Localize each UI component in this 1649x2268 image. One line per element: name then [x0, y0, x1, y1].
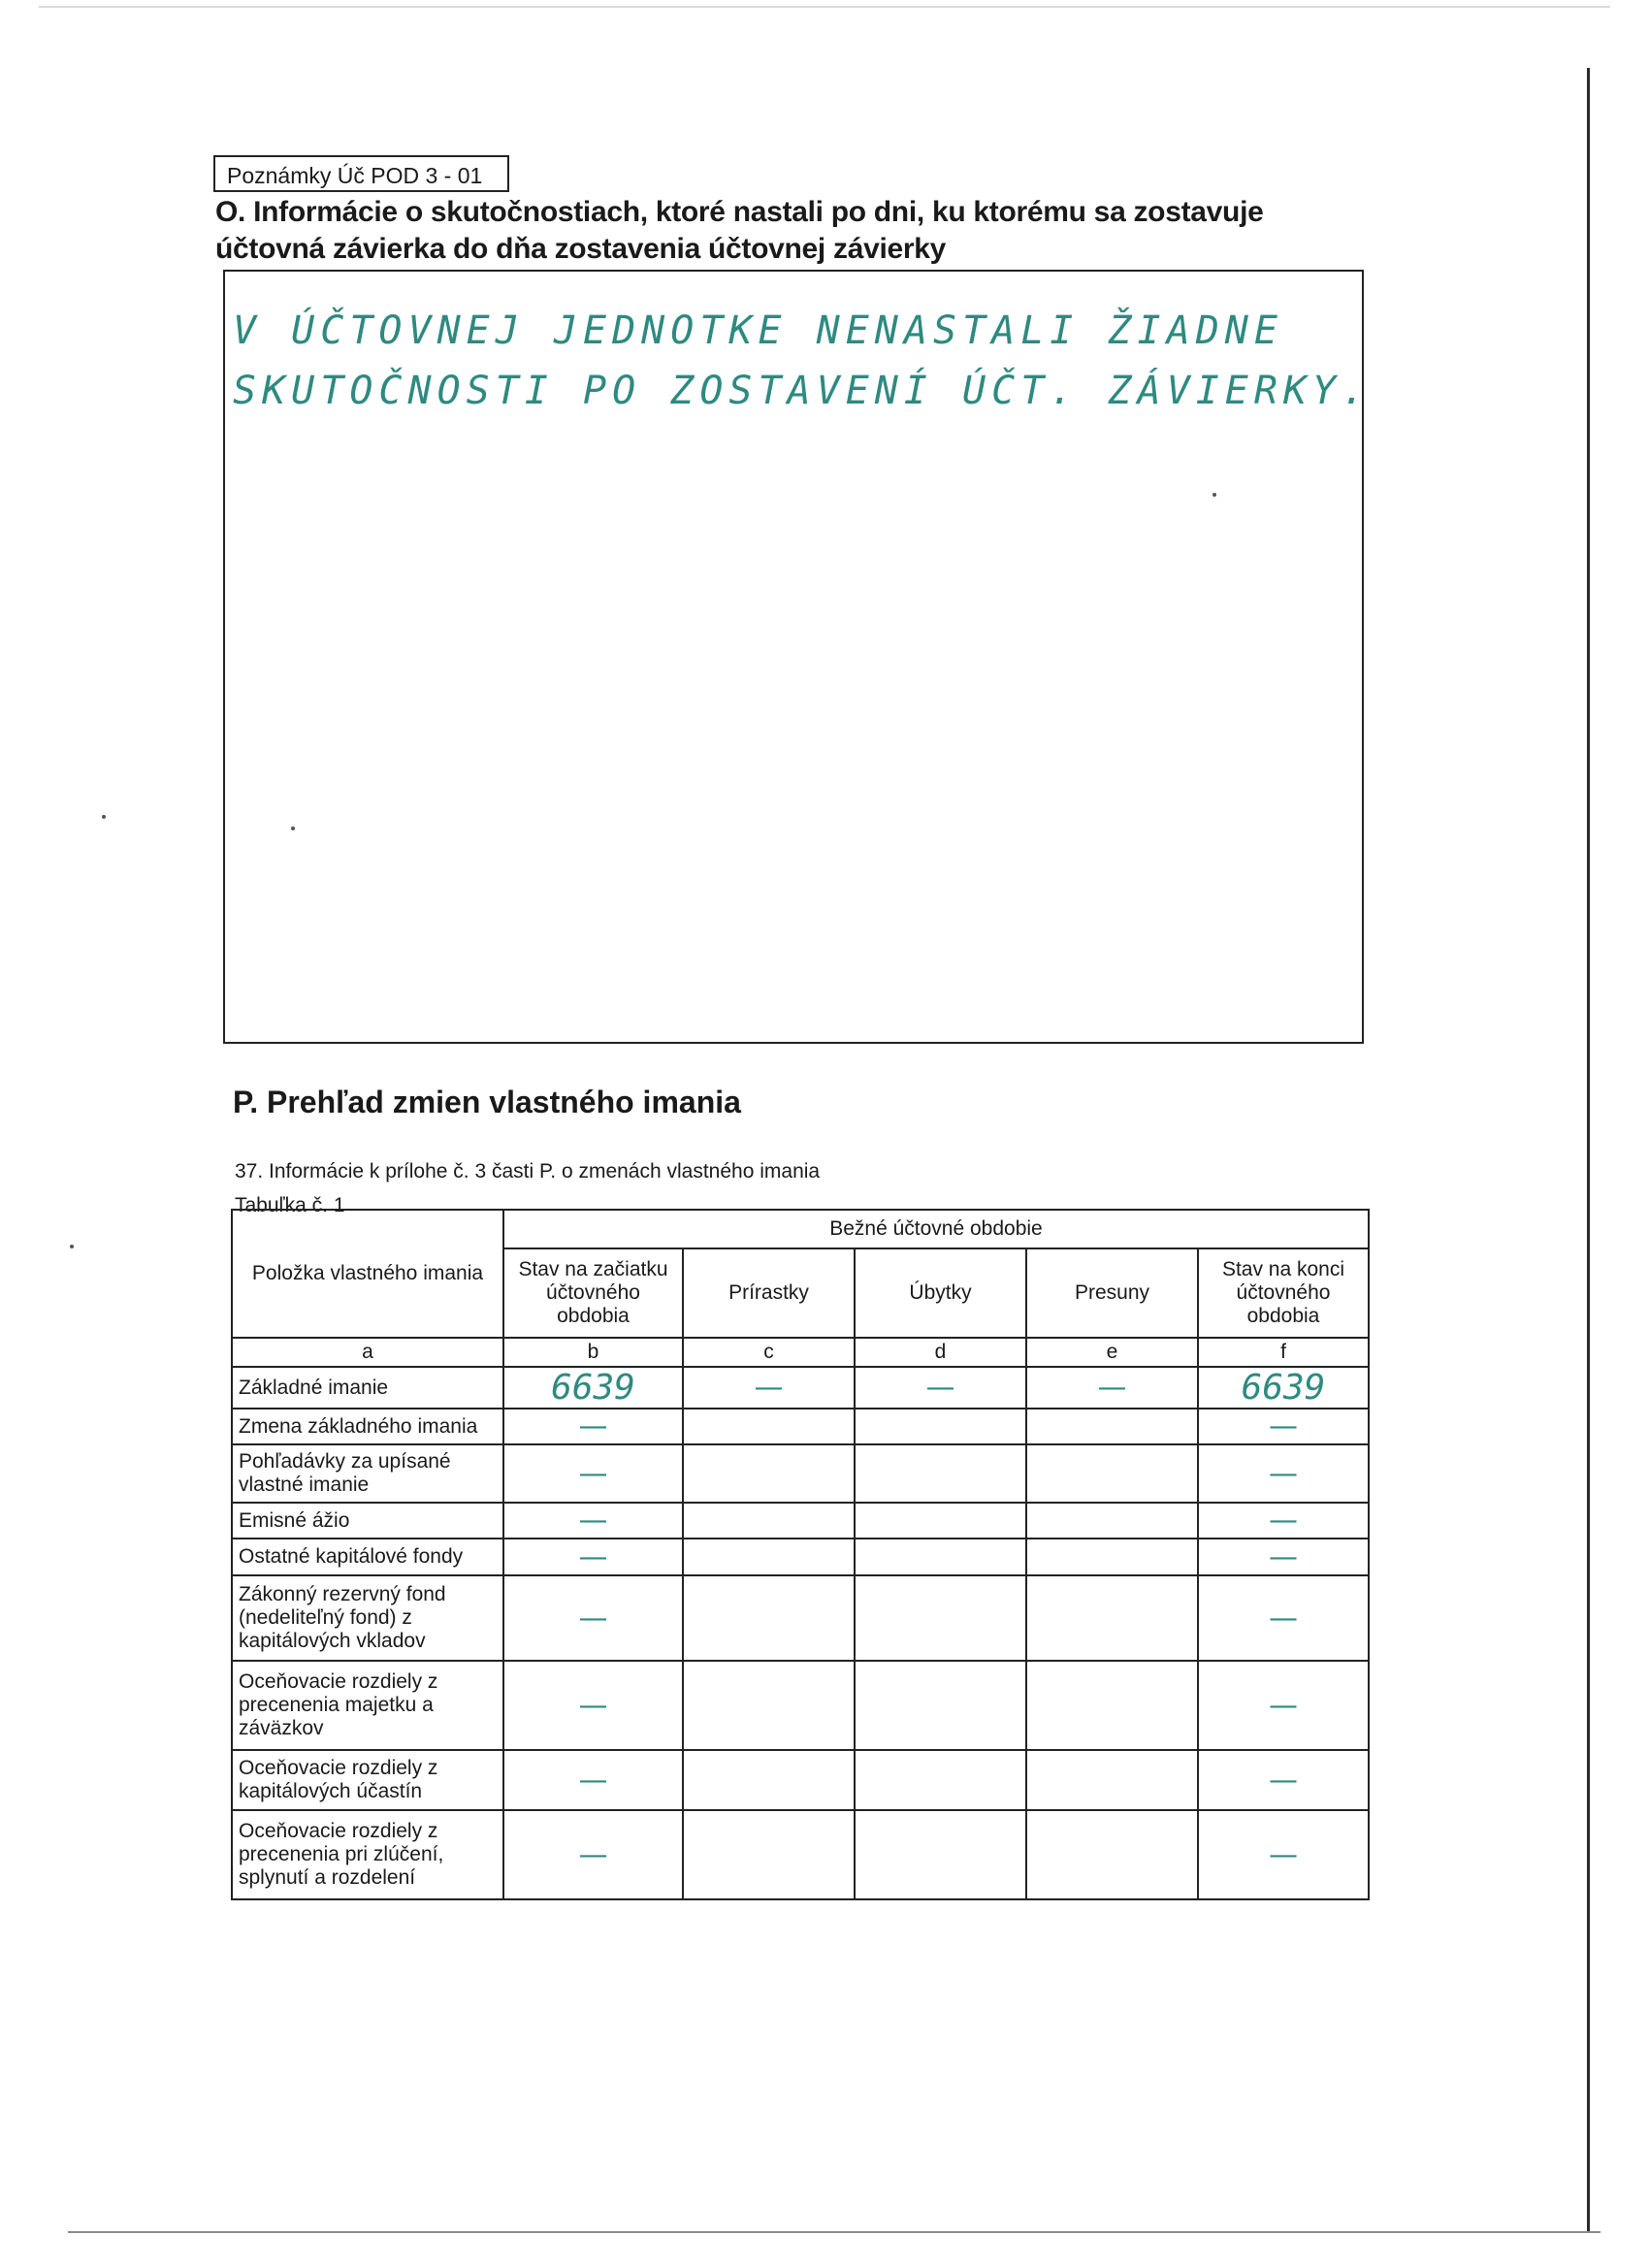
row-label: Ostatné kapitálové fondy: [232, 1539, 503, 1575]
row-label: Oceňovacie rozdiely z kapitálových účastín: [232, 1750, 503, 1810]
table-row: [232, 1503, 1369, 1539]
table-row: [232, 1661, 1369, 1750]
table-row: [232, 1750, 1369, 1810]
equity-changes-table: [231, 1209, 1370, 1900]
table-row: [232, 1409, 1369, 1444]
handwritten-line-2: SKUTOČNOSTI PO ZOSTAVENÍ ÚČT. ZÁVIERKY.: [233, 369, 1372, 413]
cell-start: —: [503, 1539, 683, 1575]
cell-end: —: [1198, 1539, 1369, 1575]
cell-end: —: [1198, 1503, 1369, 1539]
cell-increase: [683, 1575, 855, 1661]
table-row: [232, 1444, 1369, 1503]
cell-start: —: [503, 1750, 683, 1810]
cell-transfer: [1026, 1444, 1198, 1503]
cell-transfer: [1026, 1539, 1198, 1575]
cell-transfer: [1026, 1661, 1198, 1750]
cell-decrease: [855, 1750, 1026, 1810]
cell-start: —: [503, 1503, 683, 1539]
col-letter: f: [1198, 1338, 1369, 1367]
cell-end: —: [1198, 1810, 1369, 1899]
cell-transfer: [1026, 1810, 1198, 1899]
col-header-increase: Prírastky: [683, 1248, 855, 1338]
scan-speck: [102, 815, 106, 819]
col-header-decrease: Úbytky: [855, 1248, 1026, 1338]
section-p-info: 37. Informácie k prílohe č. 3 časti P. o zmenách vlastného imania: [235, 1160, 821, 1183]
row-label: Zmena základného imania: [232, 1409, 503, 1444]
cell-decrease: [855, 1810, 1026, 1899]
cell-decrease: [855, 1539, 1026, 1575]
cell-decrease: [855, 1575, 1026, 1661]
table-label: Tabuľka č. 1: [235, 1194, 345, 1216]
cell-increase: [683, 1444, 855, 1503]
section-p-title: P. Prehľad zmien vlastného imania: [233, 1085, 741, 1119]
cell-increase: [683, 1810, 855, 1899]
cell-transfer: [1026, 1575, 1198, 1661]
table-row: [232, 1575, 1369, 1661]
cell-increase: [683, 1409, 855, 1444]
col-header-transfer: Presuny: [1026, 1248, 1198, 1338]
cell-decrease: [855, 1661, 1026, 1750]
cell-increase: —: [683, 1367, 855, 1409]
handwritten-line-1: V ÚČTOVNEJ JEDNOTKE NENASTALI ŽIADNE: [233, 308, 1283, 353]
form-code-box: Poznámky Úč POD 3 - 01: [213, 155, 509, 192]
cell-start: —: [503, 1575, 683, 1661]
cell-increase: [683, 1661, 855, 1750]
cell-transfer: [1026, 1750, 1198, 1810]
cell-start: —: [503, 1810, 683, 1899]
cell-start: —: [503, 1661, 683, 1750]
row-label: Pohľadávky za upísané vlastné imanie: [232, 1444, 503, 1503]
table-row: [232, 1810, 1369, 1899]
cell-decrease: [855, 1503, 1026, 1539]
col-letter: d: [855, 1338, 1026, 1367]
scan-edge-right: [1587, 68, 1590, 2231]
scan-edge-bottom: [68, 2231, 1600, 2233]
row-label: Emisné ážio: [232, 1503, 503, 1539]
cell-end: —: [1198, 1444, 1369, 1503]
cell-end: —: [1198, 1750, 1369, 1810]
col-letter: e: [1026, 1338, 1198, 1367]
cell-increase: [683, 1750, 855, 1810]
cell-start: —: [503, 1444, 683, 1503]
row-label: Základné imanie: [232, 1367, 503, 1409]
cell-end: 6639: [1198, 1367, 1369, 1409]
cell-decrease: —: [855, 1367, 1026, 1409]
cell-end: —: [1198, 1575, 1369, 1661]
cell-increase: [683, 1539, 855, 1575]
row-label: Oceňovacie rozdiely z precenenia majetku a záväzkov: [232, 1661, 503, 1750]
group-header: Bežné účtovné obdobie: [503, 1210, 1369, 1248]
col-letter: c: [683, 1338, 855, 1367]
cell-decrease: [855, 1444, 1026, 1503]
table-row: [232, 1539, 1369, 1575]
col-header-item: Položka vlastného imania: [232, 1210, 503, 1338]
cell-start: 6639: [503, 1367, 683, 1409]
cell-transfer: [1026, 1503, 1198, 1539]
cell-transfer: —: [1026, 1367, 1198, 1409]
col-letter: b: [503, 1338, 683, 1367]
scan-speck: [70, 1245, 74, 1248]
cell-decrease: [855, 1409, 1026, 1444]
cell-end: —: [1198, 1409, 1369, 1444]
col-letter: a: [232, 1338, 503, 1367]
cell-increase: [683, 1503, 855, 1539]
cell-start: —: [503, 1409, 683, 1444]
section-o-title: O. Informácie o skutočnostiach, ktoré nastali po dni, ku ktorému sa zostavuje účtovná závierka do dňa zostavenia účtovnej závierky: [215, 196, 1264, 265]
table-row: [232, 1367, 1369, 1409]
col-header-end: Stav na konci účtovného obdobia: [1198, 1248, 1369, 1338]
col-header-start: Stav na začiatku účtovného obdobia: [503, 1248, 683, 1338]
cell-end: —: [1198, 1661, 1369, 1750]
row-label: Oceňovacie rozdiely z precenenia pri zlúčení, splynutí a rozdelení: [232, 1810, 503, 1899]
scan-edge-top: [39, 6, 1610, 8]
cell-transfer: [1026, 1409, 1198, 1444]
row-label: Zákonný rezervný fond (nedeliteľný fond) z kapitálových vkladov: [232, 1575, 503, 1661]
